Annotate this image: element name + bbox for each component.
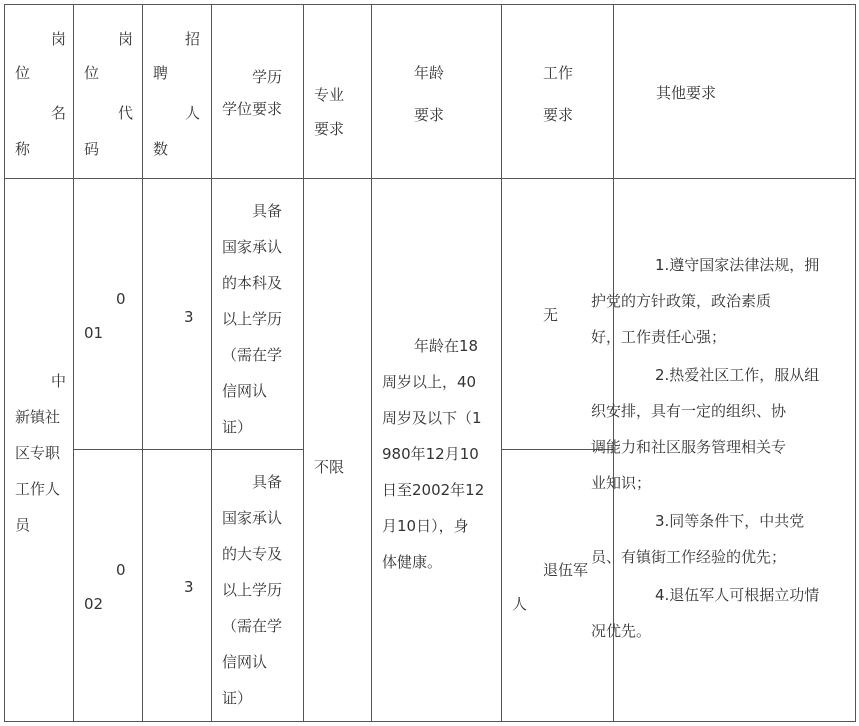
header-line: 学位要求 (222, 100, 283, 118)
work-cell (502, 449, 614, 721)
header-char: 岗 (118, 30, 134, 48)
education-line: 证） (222, 418, 253, 437)
header-line: 要求 (314, 120, 345, 138)
age-line: 980年12月10 (382, 445, 479, 464)
header-char: 名 (51, 104, 67, 122)
header-line: 年龄 (414, 64, 445, 82)
header-line: 其他要求 (656, 84, 717, 102)
post-name-line: 区专职 (15, 444, 61, 463)
header-char: 称 (15, 140, 31, 158)
header-char: 位 (84, 64, 100, 82)
education-cell (212, 449, 304, 721)
work-value: 无 (543, 306, 559, 325)
age-line: 年龄在18 (414, 337, 479, 356)
header-line: 工作 (543, 64, 574, 82)
post-name-line: 员 (15, 516, 31, 535)
post-code-line: 0 (116, 290, 126, 309)
header-line: 专业 (314, 86, 345, 104)
other-requirements (591, 247, 845, 651)
post-name-line: 新镇社 (15, 408, 61, 427)
header-line: 要求 (543, 106, 574, 124)
education-line: 的大专及 (222, 544, 283, 563)
age-line: 体健康。 (382, 553, 443, 572)
requirement-line: 织安排，具有一定的组织、协 (591, 402, 787, 421)
requirement-line: 业知识； (591, 474, 652, 493)
header-recruit-count (143, 5, 212, 179)
education-cell (212, 179, 304, 449)
education-line: 以上学历 (222, 580, 283, 599)
header-other (614, 5, 856, 179)
education-line: （需在学 (222, 346, 283, 365)
age-line: 周岁及以下（1 (382, 409, 482, 428)
education-line: 证） (222, 688, 253, 707)
education-line: 的本科及 (222, 274, 283, 293)
header-age (372, 5, 502, 179)
post-code-cell (74, 179, 143, 449)
header-char: 招 (185, 30, 201, 48)
header-line: 要求 (414, 106, 445, 124)
requirement-line: 调能力和社区服务管理相关专 (591, 438, 787, 457)
requirement-line: 况优先。 (591, 622, 652, 641)
header-line: 学历 (252, 68, 283, 86)
recruit-count-value: 3 (184, 308, 194, 327)
requirement-line: 好，工作责任心强； (591, 328, 727, 347)
recruit-count-value: 3 (184, 577, 194, 596)
education-line: 以上学历 (222, 310, 283, 329)
header-char: 代 (118, 104, 134, 122)
requirement-line: 2.热爱社区工作，服从组 (655, 366, 820, 385)
requirement-item (591, 503, 845, 575)
education-line: 信网认 (222, 652, 268, 671)
requirement-line: 3.同等条件下，中共党 (655, 512, 805, 531)
education-line: 国家承认 (222, 508, 283, 527)
age-line: 周岁以上，40 (382, 373, 477, 392)
education-line: 信网认 (222, 382, 268, 401)
table-row (5, 179, 856, 449)
requirement-item (591, 357, 845, 501)
header-post-name (5, 5, 74, 179)
header-char: 位 (15, 64, 31, 82)
age-cell (372, 179, 502, 722)
header-major (304, 5, 372, 179)
post-code-line: 01 (84, 324, 104, 343)
header-post-code (74, 5, 143, 179)
age-line: 日至2002年12 (382, 481, 485, 500)
post-code-line: 02 (84, 594, 104, 613)
post-name-line: 中 (51, 372, 67, 391)
header-char: 数 (153, 140, 169, 158)
header-char: 聘 (153, 64, 169, 82)
education-line: 具备 (252, 472, 283, 491)
header-work (502, 5, 614, 179)
post-name-cell (5, 179, 74, 722)
requirement-item (591, 577, 845, 649)
recruit-count-cell (143, 449, 212, 721)
post-code-cell (74, 449, 143, 721)
work-line: 退伍军 (543, 560, 589, 579)
requirement-line: 员、有镇街工作经验的优先； (591, 548, 787, 567)
major-value: 不限 (314, 458, 345, 477)
education-line: 具备 (252, 202, 283, 221)
other-requirements-cell (591, 179, 856, 722)
education-line: （需在学 (222, 616, 283, 635)
education-line: 国家承认 (222, 238, 283, 257)
requirement-line: 1.遵守国家法律法规，拥 (655, 256, 820, 275)
age-line: 月10日），身 (382, 517, 469, 536)
work-line: 人 (512, 594, 528, 613)
requirement-line: 4.退伍军人可根据立功情 (655, 586, 820, 605)
requirement-line: 护党的方针政策，政治素质 (591, 292, 772, 311)
major-cell (304, 179, 372, 722)
requirement-item (591, 247, 845, 355)
post-name-line: 工作人 (15, 480, 61, 499)
recruitment-table (4, 4, 856, 722)
header-char: 人 (185, 104, 201, 122)
header-education (212, 5, 304, 179)
header-char: 码 (84, 140, 100, 158)
post-code-line: 0 (116, 560, 126, 579)
recruit-count-cell (143, 179, 212, 449)
header-row (5, 5, 856, 179)
header-char: 岗 (51, 30, 67, 48)
